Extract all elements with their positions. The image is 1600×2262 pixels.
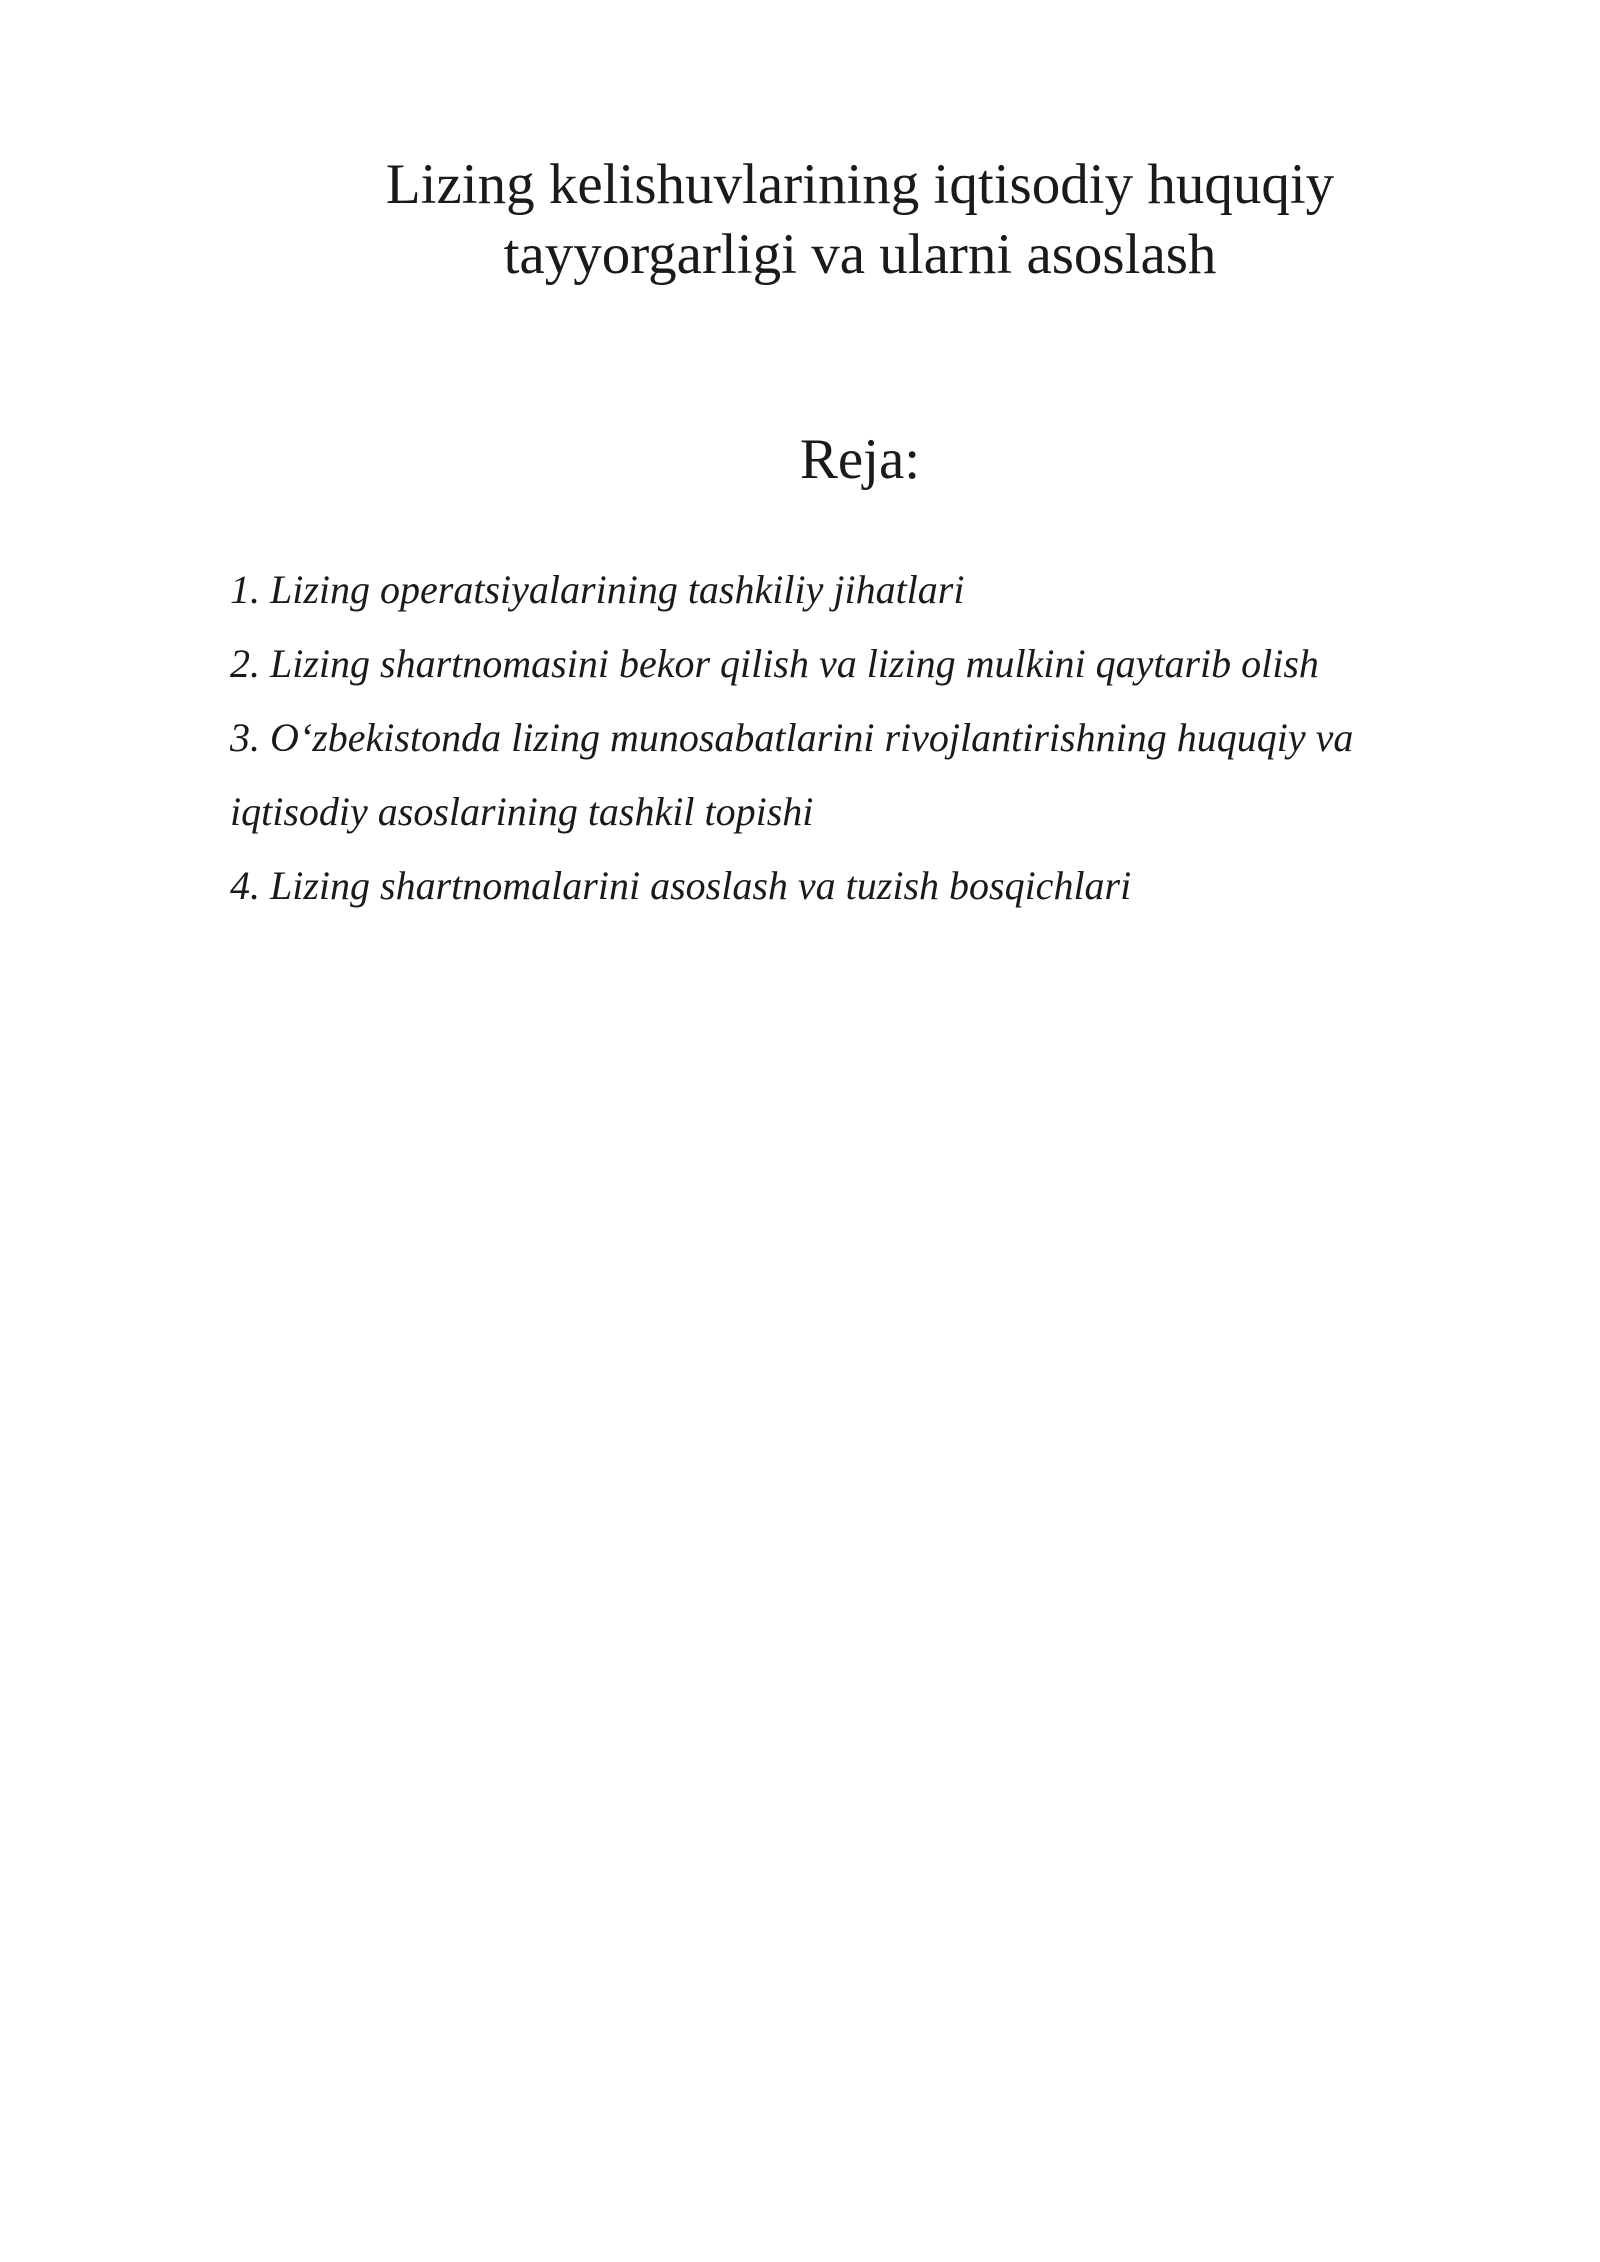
- plan-item-3: 3. O‘zbekistonda lizing munosabatlarini rivojlantirishning huquqiy va: [230, 715, 1354, 760]
- plan-heading: Reja:: [799, 428, 921, 491]
- document-title-line-1: Lizing kelishuvlarining iqtisodiy huquqiy: [385, 153, 1335, 216]
- plan-item-3-continued: iqtisodiy asoslarining tashkil topishi: [230, 789, 814, 834]
- plan-list: [230, 553, 1470, 923]
- plan-item-4: 4. Lizing shartnomalarini asoslash va tuzish bosqichlari: [230, 863, 1132, 908]
- plan-item-1: 1. Lizing operatsiyalarining tashkiliy jihatlari: [230, 567, 965, 612]
- document-title: [0, 150, 1600, 290]
- plan-item-2: 2. Lizing shartnomasini bekor qilish va lizing mulkini qaytarib olish: [230, 641, 1319, 686]
- document-title-line-2: tayyorgarligi va ularni asoslash: [503, 223, 1217, 286]
